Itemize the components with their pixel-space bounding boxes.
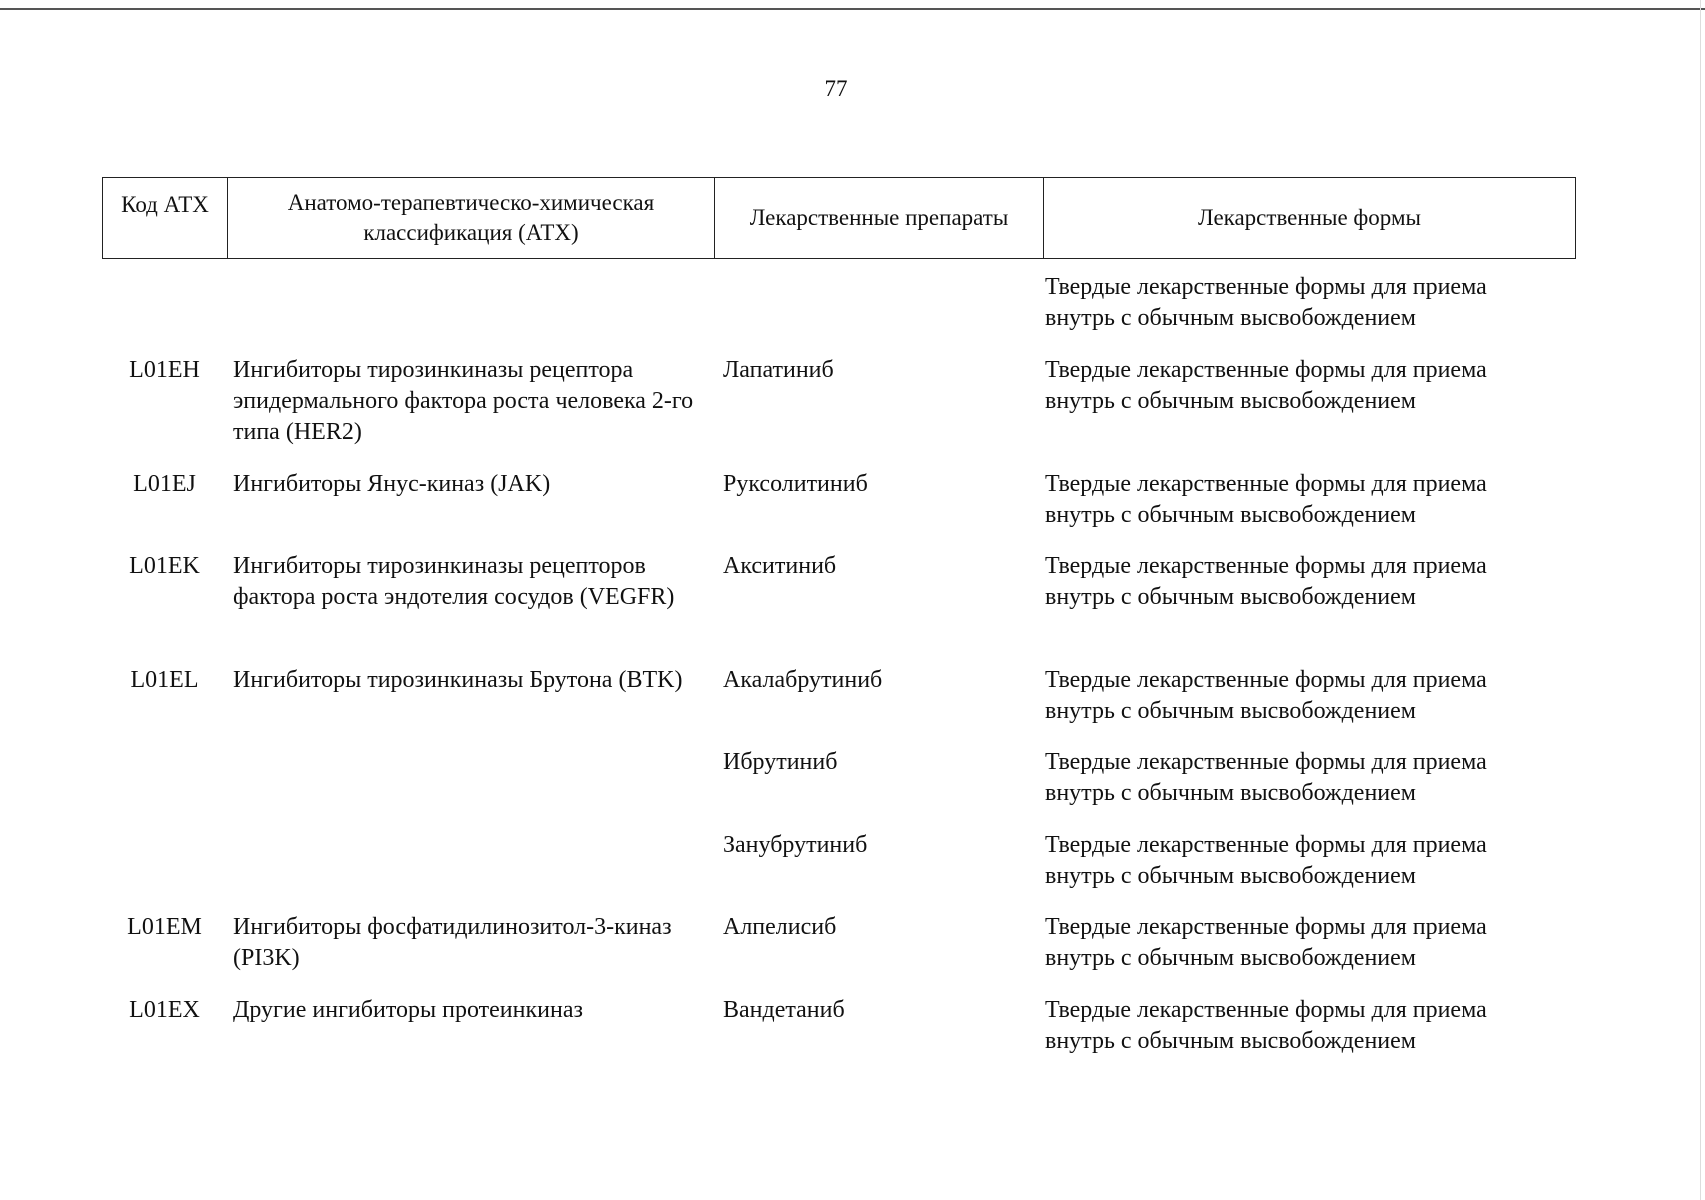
atc-class-cell: Ингибиторы тирозинкиназы рецептора эпидермального фактора роста человека 2-го типа (HER2): [233, 357, 694, 445]
table-row: [102, 272, 1576, 355]
header-code: Код АТХ: [103, 178, 228, 258]
form-cell: [1043, 469, 1576, 551]
table-body: [102, 272, 1576, 1077]
form-cell: [1043, 830, 1576, 912]
atc-class-cell: [227, 830, 714, 912]
form-line: внутрь с обычным высвобождением: [1045, 780, 1416, 806]
table-row: [102, 995, 1576, 1077]
atc-class-cell: Ингибиторы тирозинкиназы рецепторов фактора роста эндотелия сосудов (VEGFR): [233, 553, 675, 610]
form-cell: [1043, 665, 1576, 747]
form-cell: [1043, 272, 1576, 355]
drug-cell: Акалабрутиниб: [723, 667, 883, 693]
drug-cell: [714, 272, 1043, 355]
drug-cell: Алпелисиб: [723, 914, 837, 940]
top-rule: [0, 8, 1705, 10]
table-row: [102, 747, 1576, 830]
drug-cell: Руксолитиниб: [723, 471, 868, 497]
header-drug: Лекарственные препараты: [715, 178, 1044, 258]
header-form: Лекарственные формы: [1198, 205, 1421, 230]
drug-cell: Вандетаниб: [723, 997, 845, 1023]
form-cell: [1043, 551, 1576, 665]
atc-code-cell: L01EX: [129, 997, 200, 1023]
table-row: [102, 355, 1576, 469]
atc-code-cell: L01EH: [129, 357, 200, 383]
form-cell: [1043, 355, 1576, 469]
table-row: [102, 830, 1576, 912]
form-line: внутрь с обычным высвобождением: [1045, 584, 1416, 610]
form-line: Твердые лекарственные формы для приема: [1045, 749, 1487, 775]
atc-class-cell: Ингибиторы Янус-киназ (JAK): [233, 471, 551, 497]
form-line: внутрь с обычным высвобождением: [1045, 945, 1416, 971]
form-line: Твердые лекарственные формы для приема: [1045, 471, 1487, 497]
table-row: [102, 469, 1576, 551]
atc-class-cell: Ингибиторы фосфатидилинозитол-3-киназ (PI3K): [233, 914, 672, 971]
form-line: внутрь с обычным высвобождением: [1045, 305, 1416, 331]
drug-cell: Занубрутиниб: [723, 832, 868, 858]
header-atc: Анатомо-терапевтическо-химическая классификация (АТХ): [228, 178, 715, 258]
scan-edge: [1700, 0, 1701, 1200]
atc-class-cell: Другие ингибиторы протеинкиназ: [233, 997, 583, 1023]
form-cell: [1043, 912, 1576, 995]
form-cell: [1043, 747, 1576, 830]
page-number: 77: [824, 76, 848, 101]
atc-code-cell: L01EK: [129, 553, 200, 579]
table-header: [102, 177, 1576, 259]
atc-code-cell: [102, 830, 227, 912]
atc-class-cell: [227, 272, 714, 355]
form-cell: [1043, 995, 1576, 1077]
table-row: [102, 551, 1576, 665]
atc-code-cell: L01EJ: [133, 471, 196, 497]
drug-cell: Акситиниб: [723, 553, 837, 579]
form-line: Твердые лекарственные формы для приема: [1045, 553, 1487, 579]
atc-code-cell: [102, 747, 227, 830]
form-line: Твердые лекарственные формы для приема: [1045, 667, 1487, 693]
atc-class-cell: Ингибиторы тирозинкиназы Брутона (BTK): [233, 667, 683, 693]
table-row: [102, 665, 1576, 747]
atc-class-cell: [227, 747, 714, 830]
form-line: Твердые лекарственные формы для приема: [1045, 832, 1487, 858]
atc-code-cell: L01EL: [130, 667, 199, 693]
form-line: Твердые лекарственные формы для приема: [1045, 914, 1487, 940]
form-line: внутрь с обычным высвобождением: [1045, 1028, 1416, 1054]
form-line: внутрь с обычным высвобождением: [1045, 863, 1416, 889]
form-line: внутрь с обычным высвобождением: [1045, 388, 1416, 414]
form-line: внутрь с обычным высвобождением: [1045, 502, 1416, 528]
atc-code-cell: L01EM: [127, 914, 202, 940]
form-line: внутрь с обычным высвобождением: [1045, 698, 1416, 724]
drug-cell: Ибрутиниб: [723, 749, 838, 775]
form-line: Твердые лекарственные формы для приема: [1045, 357, 1487, 383]
drug-cell: Лапатиниб: [723, 357, 834, 383]
table-row: [102, 912, 1576, 995]
form-line: Твердые лекарственные формы для приема: [1045, 274, 1487, 300]
atc-code-cell: [102, 272, 227, 355]
form-line: Твердые лекарственные формы для приема: [1045, 997, 1487, 1023]
